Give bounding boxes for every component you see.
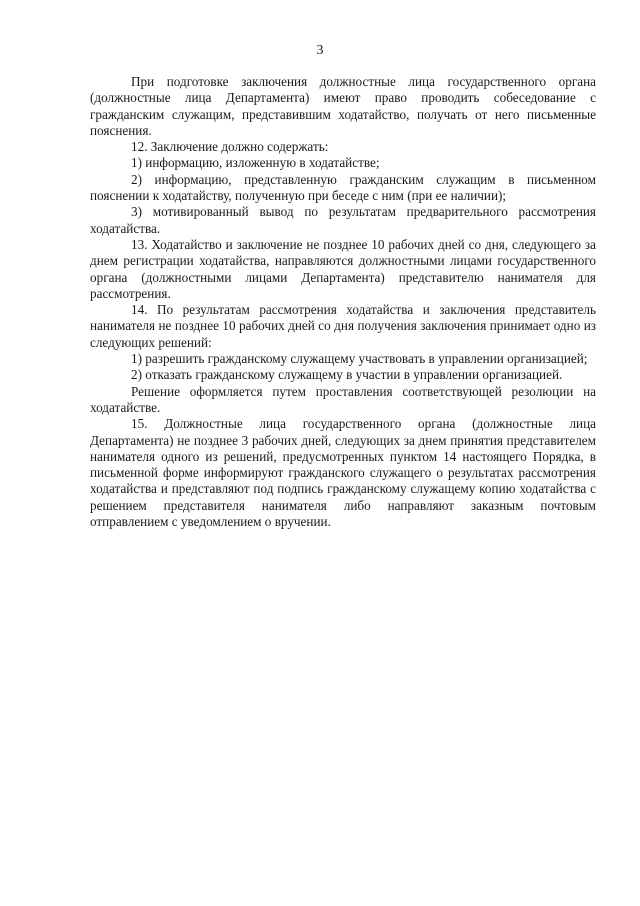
paragraph-item-14: 14. По результатам рассмотрения ходатайства и заключения представитель нанимателя не позднее 10 рабочих дней со дня получения заключения принимает одно из следующих решений: [90,302,596,350]
paragraph-item-12-1: 1) информацию, изложенную в ходатайстве; [131,155,380,171]
paragraph-item-15: 15. Должностные лица государственного органа (должностные лица Департамента) не позднее 3 рабочих дней, следующих за днем принятия представителем нанимателя одного из решений, предусмотренных пунктом 14 настоящего Порядка, в письменной форме информируют гражданского служащего о результатах рассмотрения ходатайства и представляют под подпись гражданскому служащему копию ходатайства с решением представителя нанимателя либо направляют заказным почтовым отправлением с уведомлением о вручении. [90,416,596,530]
paragraph-item-14-2: 2) отказать гражданскому служащему в участии в управлении организацией. [131,367,563,383]
paragraph-item-12: 12. Заключение должно содержать: [131,139,329,155]
paragraph-item-13: 13. Ходатайство и заключение не позднее 10 рабочих дней со дня, следующего за днем регистрации ходатайства, направляются должностными лицами государственного органа (должностными лицами Департамента) представителю нанимателя для рассмотрения. [90,236,596,301]
paragraph-item-12-3: 3) мотивированный вывод по результатам предварительного рассмотрения ходатайства. [90,204,596,236]
paragraph-interview-right: При подготовке заключения должностные лица государственного органа (должностные лица Департамента) имеют право проводить собеседование с гражданским служащим, представившим ходатайство, получать от него письменные пояснения. [90,74,596,138]
paragraph-decision-resolution: Решение оформляется путем проставления соответствующей резолюции на ходатайстве. [90,383,596,415]
paragraph-item-14-1: 1) разрешить гражданскому служащему участвовать в управлении организацией; [131,351,588,367]
document-body [90,74,596,530]
page-number: 3 [316,43,324,58]
paragraph-item-12-2: 2) информацию, представленную гражданским служащим в письменном пояснении к ходатайству, полученную при беседе с ним (при ее наличии); [90,171,596,204]
